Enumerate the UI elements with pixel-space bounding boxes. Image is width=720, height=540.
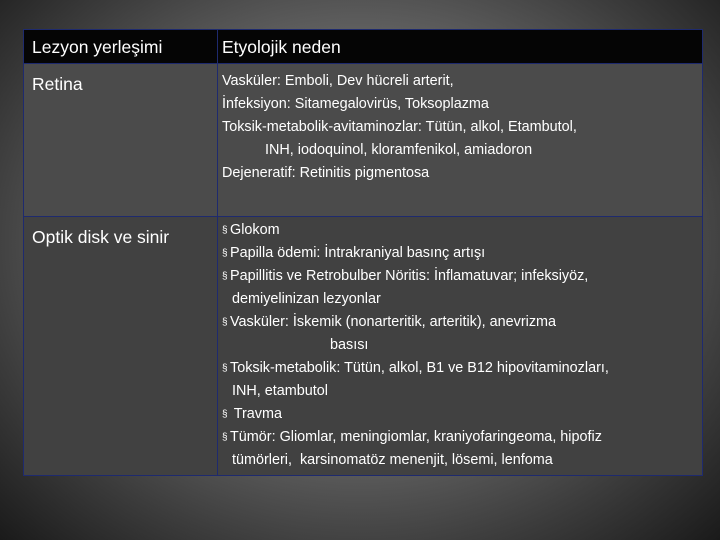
list-item-continuation: tümörleri, karsinomatöz menenjit, lösemi, lenfoma bbox=[232, 452, 553, 468]
list-item-text: Papillitis ve Retrobulber Nöritis: İnflamatuvar; infeksiyöz, bbox=[230, 268, 589, 284]
list-item-text: Tümör: Gliomlar, meningiomlar, kraniyofaringeoma, hipofiz bbox=[230, 429, 602, 445]
etiology-cell bbox=[218, 217, 703, 476]
list-item bbox=[222, 357, 702, 380]
etiology-cell bbox=[218, 64, 703, 217]
list-item-text: Travma bbox=[230, 406, 282, 422]
list-item-continuation: INH, etambutol bbox=[232, 383, 328, 399]
etiology-line: Toksik-metabolik-avitaminozlar: Tütün, alkol, Etambutol, bbox=[222, 119, 577, 135]
header-cell-etiology bbox=[218, 30, 703, 64]
list-item bbox=[222, 242, 702, 265]
bullet-icon: § bbox=[222, 225, 228, 236]
list-item-continuation: demiyelinizan lezyonlar bbox=[232, 291, 381, 307]
bullet-icon: § bbox=[222, 432, 228, 443]
location-cell bbox=[24, 217, 218, 476]
list-item bbox=[222, 265, 702, 288]
list-item bbox=[222, 403, 702, 426]
location-cell bbox=[24, 64, 218, 217]
list-item-text: Toksik-metabolik: Tütün, alkol, B1 ve B12 hipovitaminozları, bbox=[230, 360, 609, 376]
location-label: Optik disk ve sinir bbox=[32, 227, 170, 247]
bullet-icon: § bbox=[222, 271, 228, 282]
header-location-label: Lezyon yerleşimi bbox=[32, 37, 163, 57]
table-header-row bbox=[24, 30, 703, 64]
header-etiology-label: Etyolojik neden bbox=[222, 37, 341, 57]
bullet-icon: § bbox=[222, 409, 228, 420]
etiology-line: İnfeksiyon: Sitamegalovirüs, Toksoplazma bbox=[222, 96, 489, 112]
list-item-text: Papilla ödemi: İntrakraniyal basınç artışı bbox=[230, 245, 486, 261]
bullet-icon: § bbox=[222, 363, 228, 374]
location-label: Retina bbox=[32, 74, 83, 94]
bullet-icon: § bbox=[222, 248, 228, 259]
table-row bbox=[24, 217, 703, 476]
list-item-continuation: basısı bbox=[330, 337, 369, 353]
list-item bbox=[222, 219, 702, 242]
etiology-table bbox=[23, 29, 703, 476]
list-item-text: Vasküler: İskemik (nonarteritik, arteritik), anevrizma bbox=[230, 314, 557, 330]
list-item-text: Glokom bbox=[230, 222, 280, 238]
list-item bbox=[222, 311, 702, 334]
etiology-line: Dejeneratif: Retinitis pigmentosa bbox=[222, 165, 430, 181]
etiology-line: INH, iodoquinol, kloramfenikol, amiadoron bbox=[265, 142, 533, 158]
header-cell-location bbox=[24, 30, 218, 64]
etiology-line: Vasküler: Emboli, Dev hücreli arterit, bbox=[222, 73, 454, 89]
bullet-icon: § bbox=[222, 317, 228, 328]
table-row bbox=[24, 64, 703, 217]
list-item bbox=[222, 426, 702, 449]
